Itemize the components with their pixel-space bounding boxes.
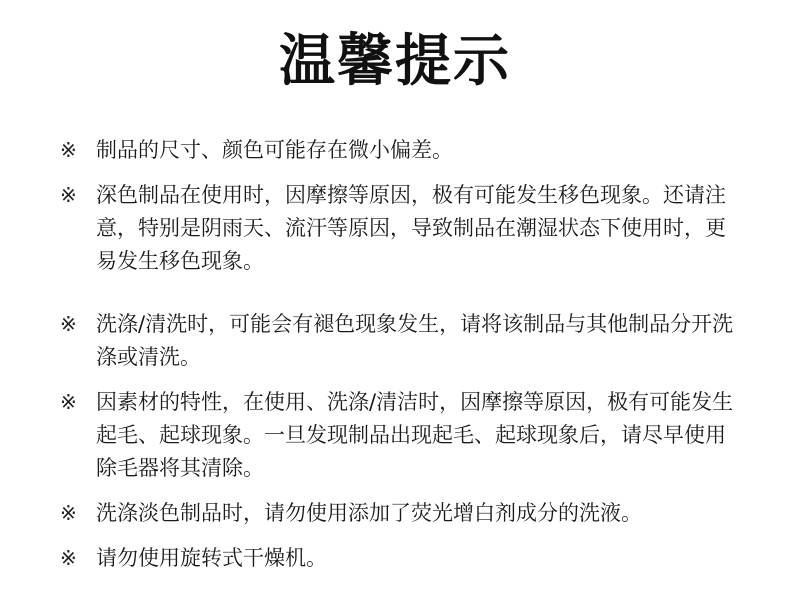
reference-mark-icon: ※ [60, 138, 77, 162]
notice-item [60, 386, 740, 485]
reference-mark-icon: ※ [60, 183, 77, 207]
reference-mark-icon: ※ [60, 390, 77, 414]
notice-text: 制品的尺寸、颜色可能存在微小偏差。 [96, 138, 453, 162]
notice-item [60, 134, 740, 167]
notice-text: 洗涤淡色制品时，请勿使用添加了荧光增白剂成分的洗液。 [96, 501, 642, 525]
notice-text: 请勿使用旋转式干燥机。 [96, 546, 327, 570]
notice-text: 因素材的特性，在使用、洗涤/清洁时，因摩擦等原因，极有可能发生起毛、起球现象。一旦发现制品出现起毛、起球现象后，请尽早使用除毛器将其清除。 [96, 390, 734, 480]
notice-item [60, 308, 740, 374]
reference-mark-icon: ※ [60, 501, 77, 525]
reference-mark-icon: ※ [60, 312, 77, 336]
notice-item [60, 542, 740, 575]
page-title: 温馨提示 [279, 29, 511, 94]
reference-mark-icon: ※ [60, 546, 77, 570]
notice-text: 洗涤/清洗时，可能会有褪色现象发生，请将该制品与其他制品分开洗涤或清洗。 [96, 312, 734, 369]
notice-item [60, 497, 740, 530]
notice-text: 深色制品在使用时，因摩擦等原因，极有可能发生移色现象。还请注意，特别是阴雨天、流汗等原因，导致制品在潮湿状态下使用时，更易发生移色现象。 [96, 183, 726, 273]
notice-item [60, 179, 740, 278]
notice-list [60, 134, 740, 587]
